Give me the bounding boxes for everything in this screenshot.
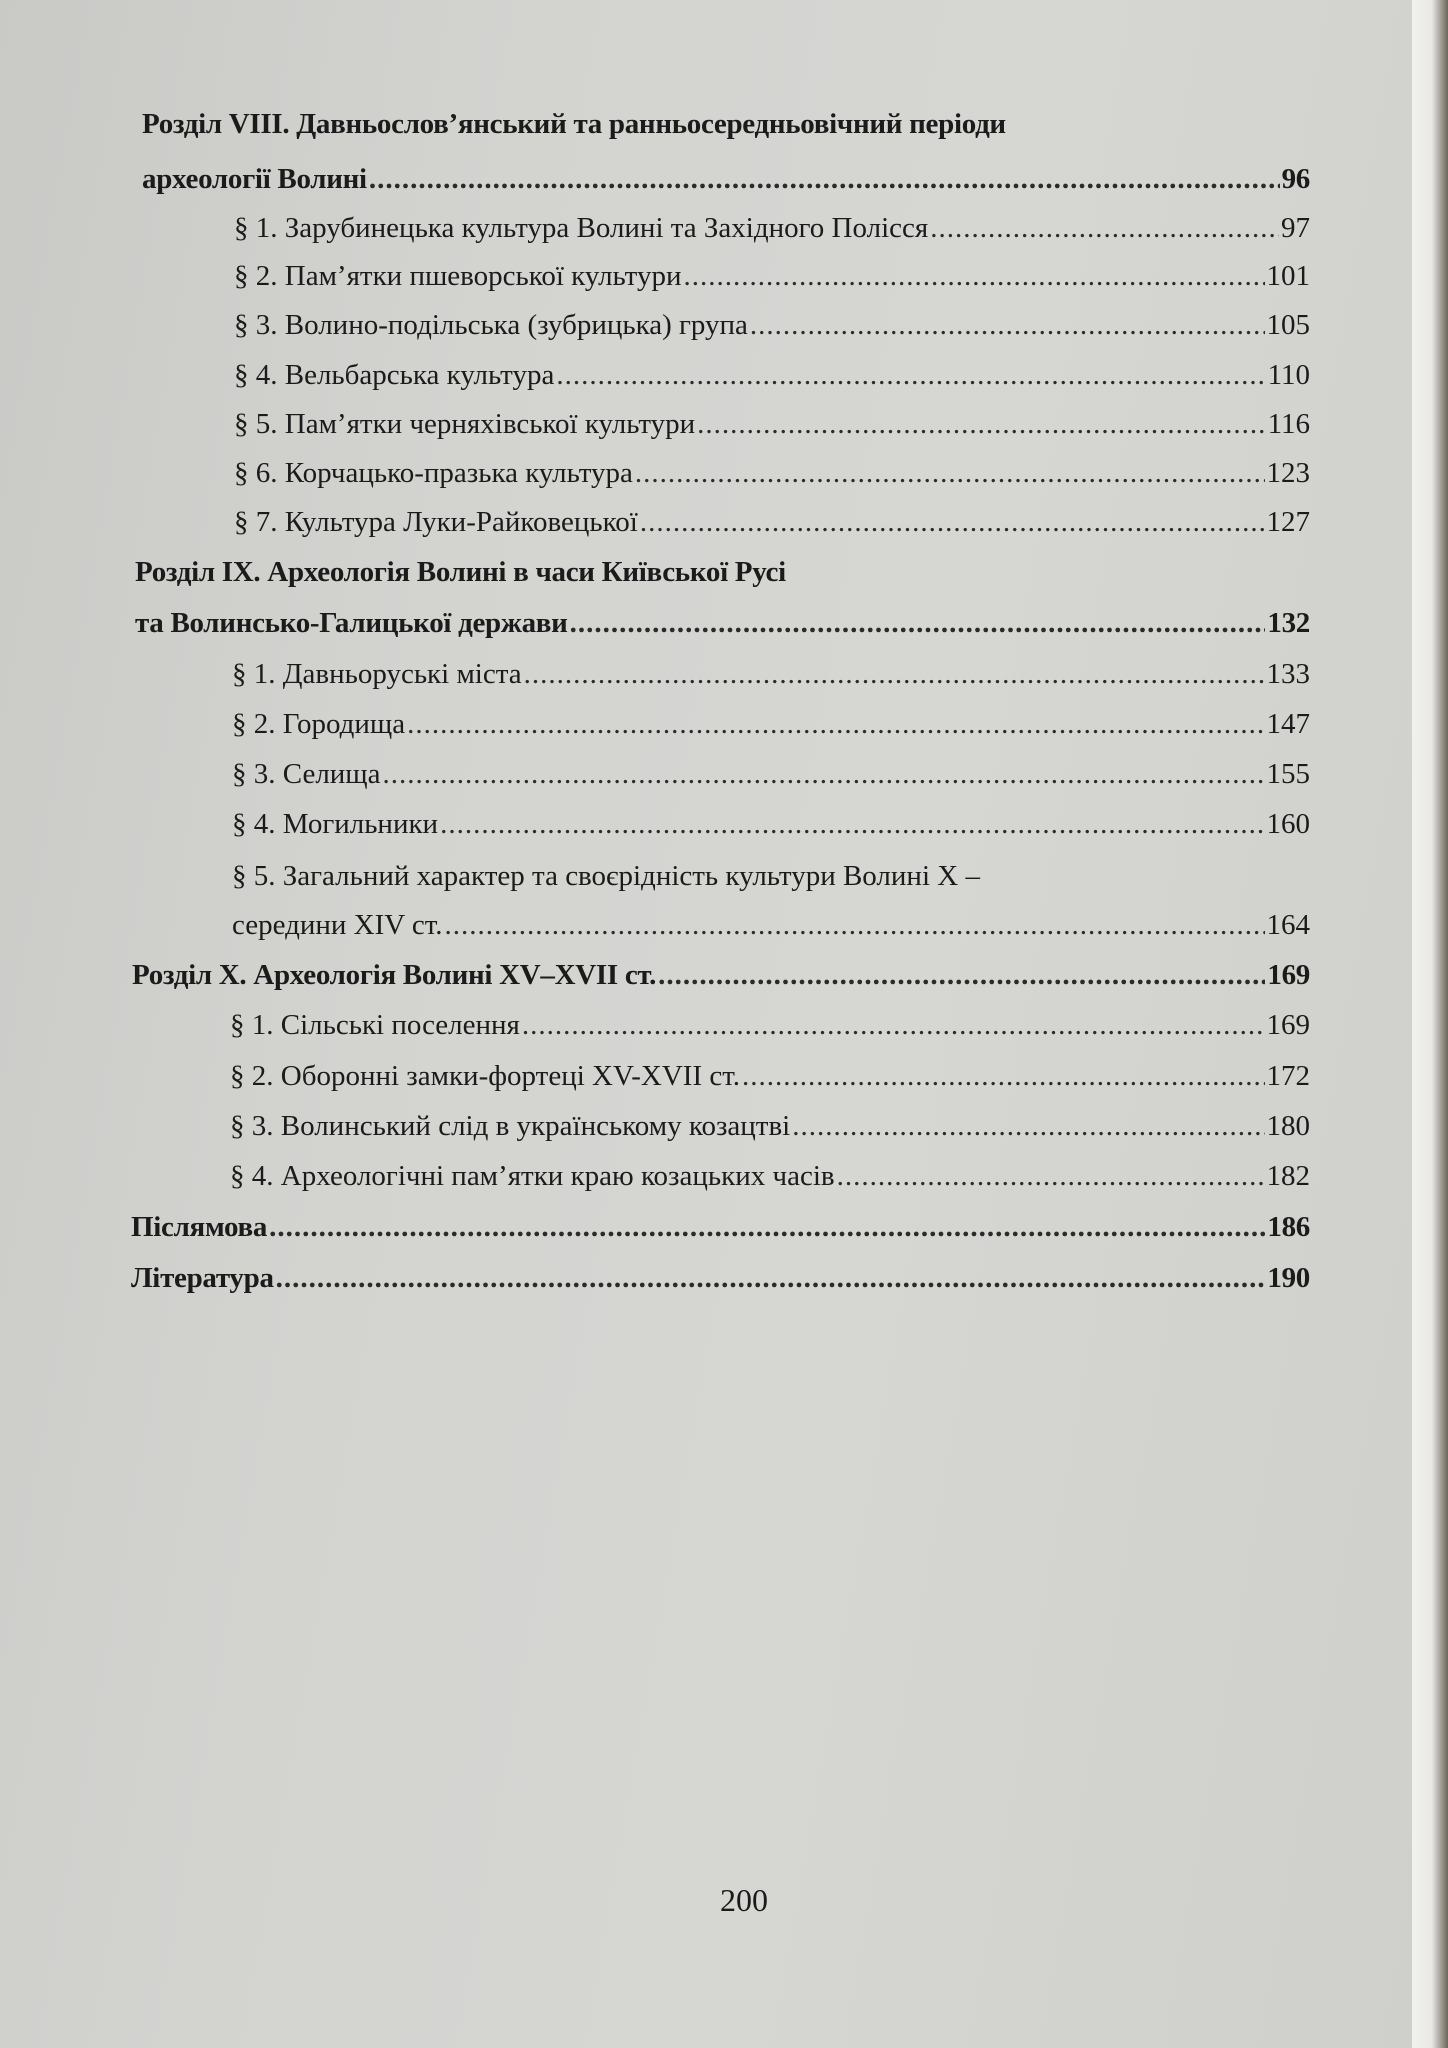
toc-page: 164 — [1266, 909, 1310, 941]
dot-leader — [440, 806, 1264, 842]
toc-page: 123 — [1266, 457, 1310, 489]
chapter-9-title: Розділ IX. Археологія Волині в часи Київської Русі — [135, 556, 786, 588]
toc-page: 169 — [1267, 959, 1310, 991]
toc-label: § 5. Пам’ятки черняхівської культури — [234, 408, 696, 440]
page-number: 200 — [720, 1882, 768, 1918]
toc-entry — [234, 307, 1310, 343]
toc-label: § 2. Пам’ятки пшеворської культури — [234, 260, 682, 292]
toc-entry — [234, 455, 1310, 491]
dot-leader — [524, 656, 1265, 692]
toc-page: 132 — [1267, 607, 1310, 639]
toc-label: § 3. Волино-подільська (зубрицька) група — [234, 309, 748, 341]
dot-leader — [697, 406, 1265, 442]
chapter-9-entry — [135, 605, 1310, 641]
toc-entry — [232, 706, 1310, 742]
dot-leader — [684, 258, 1265, 294]
toc-entry — [230, 1007, 1310, 1043]
dot-leader — [792, 1108, 1264, 1144]
toc-label: § 4. Вельбарська культура — [234, 359, 555, 391]
toc-page: 169 — [1266, 1009, 1310, 1041]
toc-label: середини XIV ст. — [232, 909, 443, 941]
toc-label: § 3. Селища — [232, 758, 381, 790]
dot-leader — [837, 1158, 1265, 1194]
dot-leader — [750, 307, 1265, 343]
toc-page: 155 — [1266, 758, 1310, 790]
toc-entry — [232, 656, 1310, 692]
toc-label: § 2. Городища — [232, 708, 406, 740]
toc-entry — [230, 1108, 1310, 1144]
toc-entry — [234, 258, 1310, 294]
toc-page: 172 — [1266, 1060, 1310, 1092]
dot-leader — [556, 357, 1265, 393]
dot-leader — [640, 504, 1265, 540]
toc-entry — [234, 504, 1310, 540]
toc-entry — [232, 907, 1310, 943]
toc-label: археології Волині — [142, 163, 367, 195]
toc-label: та Волинсько-Галицької держави — [135, 607, 568, 639]
toc-entry — [234, 406, 1310, 442]
dot-leader — [445, 907, 1265, 943]
chapter-8-title: Розділ VIII. Давньослов’янський та ранньосередньовічний періоди — [142, 108, 1006, 140]
toc-label: § 2. Оборонні замки-фортеці XV-XVII ст. — [230, 1060, 740, 1092]
toc-label: § 1. Сільські поселення — [230, 1009, 520, 1041]
toc-entry — [230, 1158, 1310, 1194]
toc-entry — [230, 1058, 1310, 1094]
dot-leader — [369, 161, 1280, 197]
page-edge — [1412, 0, 1448, 2048]
dot-leader — [383, 756, 1265, 792]
toc-entry — [234, 210, 1310, 246]
chapter-10-entry — [132, 957, 1310, 993]
toc-page: 190 — [1267, 1262, 1310, 1294]
toc-entry — [234, 357, 1310, 393]
toc-entry-label-line1: § 5. Загальний характер та своєрідність культури Волині X – — [232, 860, 980, 892]
toc-label: § 4. Могильники — [232, 808, 439, 840]
dot-leader — [570, 605, 1266, 641]
dot-leader — [930, 210, 1279, 246]
afterword-entry — [131, 1209, 1310, 1245]
toc-page: 97 — [1281, 212, 1310, 244]
dot-leader — [635, 455, 1265, 491]
toc-page: 180 — [1266, 1110, 1310, 1142]
toc-label: Розділ X. Археологія Волині XV–XVII ст. — [132, 959, 657, 991]
toc-page: 101 — [1266, 260, 1310, 292]
toc-page: 96 — [1281, 163, 1310, 195]
toc-label: § 1. Зарубинецька культура Волині та Західного Полісся — [234, 212, 929, 244]
toc-label: Література — [131, 1262, 274, 1294]
dot-leader — [742, 1058, 1265, 1094]
toc-label: § 4. Археологічні пам’ятки краю козацьких часів — [230, 1160, 835, 1192]
toc-label: § 6. Корчацько-празька культура — [234, 457, 633, 489]
toc-label: § 7. Культура Луки-Райковецької — [234, 506, 638, 538]
dot-leader — [276, 1260, 1266, 1296]
toc-entry — [232, 806, 1310, 842]
toc-page: 160 — [1266, 808, 1310, 840]
toc-page: 147 — [1266, 708, 1310, 740]
chapter-8-entry — [142, 161, 1310, 197]
toc-page: 133 — [1266, 658, 1310, 690]
dot-leader — [407, 706, 1264, 742]
toc-page: 186 — [1267, 1211, 1310, 1243]
toc-label: § 3. Волинський слід в українському козацтві — [230, 1110, 791, 1142]
dot-leader — [522, 1007, 1265, 1043]
toc-page: 110 — [1267, 359, 1310, 391]
toc-label: § 1. Давньоруські міста — [232, 658, 522, 690]
dot-leader — [658, 957, 1265, 993]
toc-page: 116 — [1267, 408, 1310, 440]
toc-page: 127 — [1266, 506, 1310, 538]
toc-page: 182 — [1266, 1160, 1310, 1192]
literature-entry — [131, 1260, 1310, 1296]
toc-label: Післямова — [131, 1211, 268, 1243]
toc-page: 105 — [1266, 309, 1310, 341]
dot-leader — [269, 1209, 1265, 1245]
toc-entry — [232, 756, 1310, 792]
